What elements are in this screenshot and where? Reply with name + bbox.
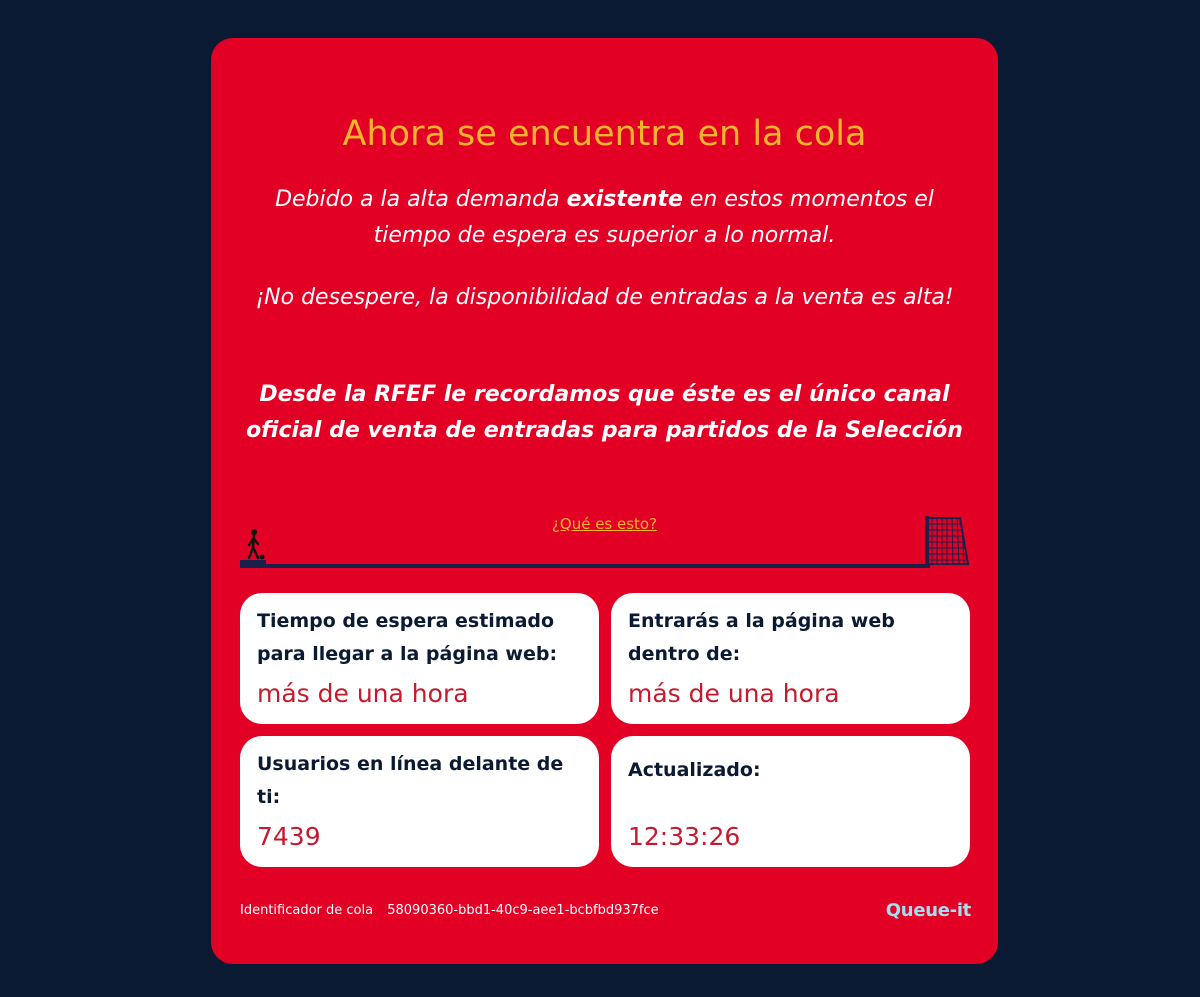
player-icon — [240, 529, 266, 566]
queue-id-label: Identificador de cola — [240, 903, 374, 918]
queue-id-value: 58090360-bbd1-40c9-aee1-bcbfbd937fce — [387, 903, 659, 918]
updated-label: Actualizado: — [628, 759, 761, 781]
availability-message: ¡No desespere, la disponibilidad de entradas a la venta es alta! — [255, 285, 954, 310]
enter-in-value: más de una hora — [628, 679, 840, 708]
wait-time-label: Tiempo de espera estimado para llegar a la página web: — [257, 610, 558, 665]
queue-it-logo: Queue-it — [885, 900, 971, 921]
official-channel-message: Desde la RFEF le recordamos que éste es el único canal oficial de venta de entradas para partidos de la Selección — [246, 382, 963, 443]
queue-progress-bar — [240, 516, 972, 572]
users-ahead-box — [240, 736, 599, 867]
enter-in-label: Entrarás a la página web dentro de: — [628, 610, 895, 665]
goal-icon — [925, 516, 968, 566]
demand-message: Debido a la alta demanda existente en estos momentos el tiempo de espera es superior a lo normal. — [275, 187, 934, 248]
wait-time-box — [240, 593, 599, 724]
queue-id — [240, 903, 669, 918]
updated-box — [611, 736, 970, 867]
wait-time-value: más de una hora — [257, 679, 469, 708]
users-ahead-value: 7439 — [257, 822, 321, 851]
updated-value: 12:33:26 — [628, 822, 741, 851]
enter-in-box — [611, 593, 970, 724]
users-ahead-label: Usuarios en línea delante de ti: — [257, 753, 564, 808]
page-title: Ahora se encuentra en la cola — [342, 114, 867, 154]
what-is-this-link[interactable]: ¿Qué es esto? — [551, 515, 658, 533]
